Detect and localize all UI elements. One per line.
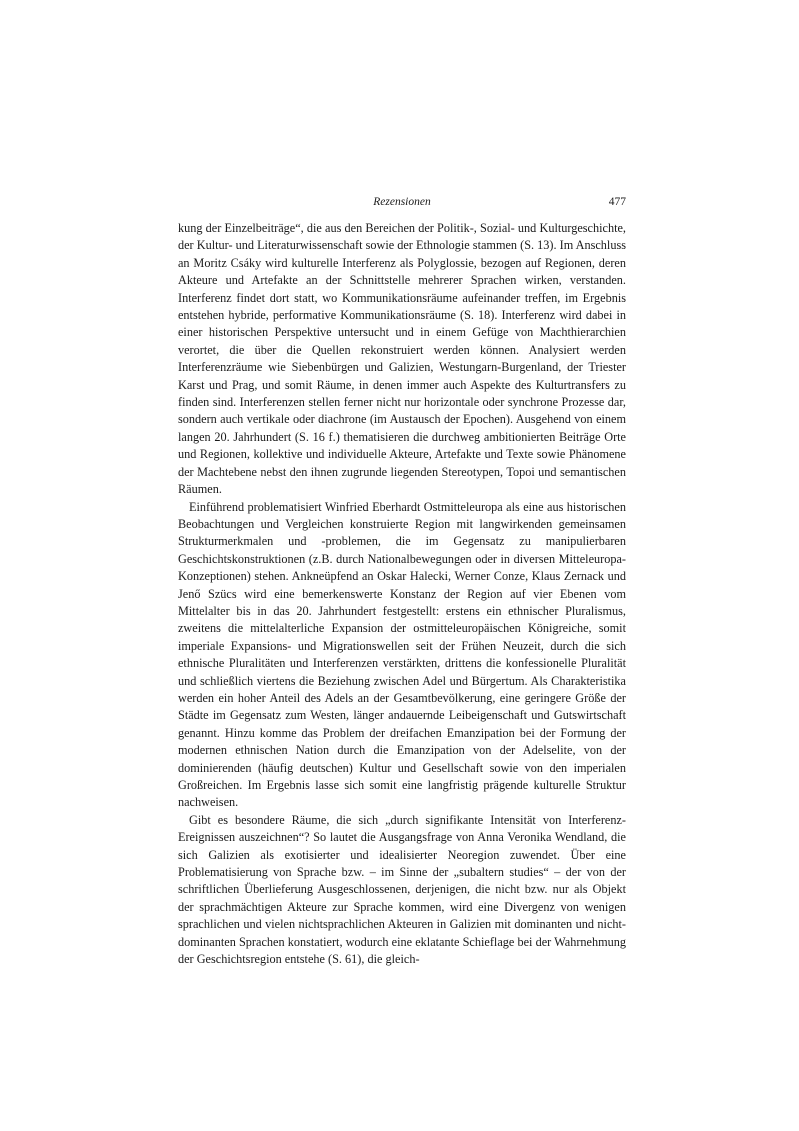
running-header: [178, 196, 626, 214]
paragraph-continuation: kung der Einzelbeiträge“, die aus den Bereichen der Politik-, Sozial- und Kulturgeschichte, der Kultur- und Literaturwissenschaft sowie der Ethnologie stammen (S. 13). Im Anschluss an Moritz Csáky wird kulturelle Interferenz als Polyglossie, bezogen auf Regionen, deren Akteure und Artefakte an der Schnittstelle mehrerer Sprachen wirken, verstanden. Interferenz findet dort statt, wo Kommunikationsräume aufeinander treffen, im Ergebnis entstehen hybride, performative Kommunikationsräume (S. 18). Interferenz wird dabei in einer historischen Perspektive untersucht und in einem Gefüge von Machthierarchien verortet, die über die Quellen rekonstruiert werden können. Analysiert werden Interferenzräume wie Siebenbürgen und Galizien, Westungarn-Burgenland, der Triester Karst und Prag, und somit Räume, in denen immer auch Aspekte des Kulturtransfers zu finden sind. Interferenzen stellen ferner nicht nur horizontale oder synchrone Prozesse dar, sondern auch vertikale oder diachrone (im Austausch der Epochen). Ausgehend von einem langen 20. Jahrhundert (S. 16 f.) thematisieren die durchweg ambitionierten Beiträge Orte und Regionen, kollektive und individuelle Akteure, Artefakte und Texte sowie Phänomene der Machtebene nebst den ihnen zugrunde liegenden Stereotypen, Topoi und semantischen Räumen.: [178, 221, 626, 497]
page-number: 477: [608, 196, 626, 208]
running-title: Rezensionen: [373, 196, 431, 208]
paragraph-wendland: Gibt es besondere Räume, die sich „durch signifikante Intensität von Interferenz-Ereignissen auszeichnen“? So lautet die Ausgangsfrage von Anna Veronika Wendland, die sich Galizien als exotisierter und idealisierter Neoregion zuwendet. Über eine Problematisierung von Sprache bzw. – im Sinne der „subaltern studies“ – der von der schriftlichen Überlieferung Ausgeschlossenen, derjenigen, die nicht bzw. nur als Objekt der sprachmächtigen Akteure zur Sprache kommen, wird eine Divergenz von wenigen sprachlichen und vielen nichtsprachlichen Akteuren in Galizien mit dominanten und nicht-dominanten Sprachen konstatiert, wodurch eine eklatante Schieflage bei der Wahrnehmung der Geschichtsregion entstehe (S. 61), die gleich-: [178, 812, 626, 967]
body-text: [178, 220, 626, 968]
book-page: [178, 0, 626, 1131]
paragraph-eberhardt: Einführend problematisiert Winfried Eberhardt Ostmitteleuropa als eine aus historischen Beobachtungen und Vergleichen konstruierte Region mit langwirkenden gemeinsamen Strukturmerkmalen und -problemen, die im Gegensatz zu manipulierbaren Geschichtskonstruktionen (z.B. durch Nationalbewegungen oder in diversen Mitteleuropa-Konzeptionen) stehen. Ankneüpfend an Oskar Halecki, Werner Conze, Klaus Zernack und Jenő Szücs wird eine bemerkenswerte Konstanz der Region auf vier Ebenen vom Mittelalter bis in das 20. Jahrhundert festgestellt: erstens ein ethnischer Pluralismus, zweitens die mittelalterliche Expansion der ostmitteleuropäischen Königreiche, somit imperiale Expansions- und Migrationswellen seit der Frühen Neuzeit, durch die sich ethnische Pluralitäten und Interferenzen verstärkten, drittens die konfessionelle Pluralität und schließlich viertens die Beziehung zwischen Adel und Bürgertum. Als Charakteristika werden ein hoher Anteil des Adels an der Gesamtbevölkerung, eine geringere Größe der Städte im Gegensatz zum Westen, länger andauernde Leibeigenschaft und Gutswirtschaft genannt. Hinzu komme das Problem der dreifachen Emanzipation bei der Formung der modernen ethnischen Nation durch die Emanzipation von der Adelselite, von der dominierenden (häufig deutschen) Kultur und Gesellschaft sowie von den imperialen Großreichen. Im Ergebnis lasse sich somit eine langfristig prägende kulturelle Struktur nachweisen.: [178, 499, 626, 810]
